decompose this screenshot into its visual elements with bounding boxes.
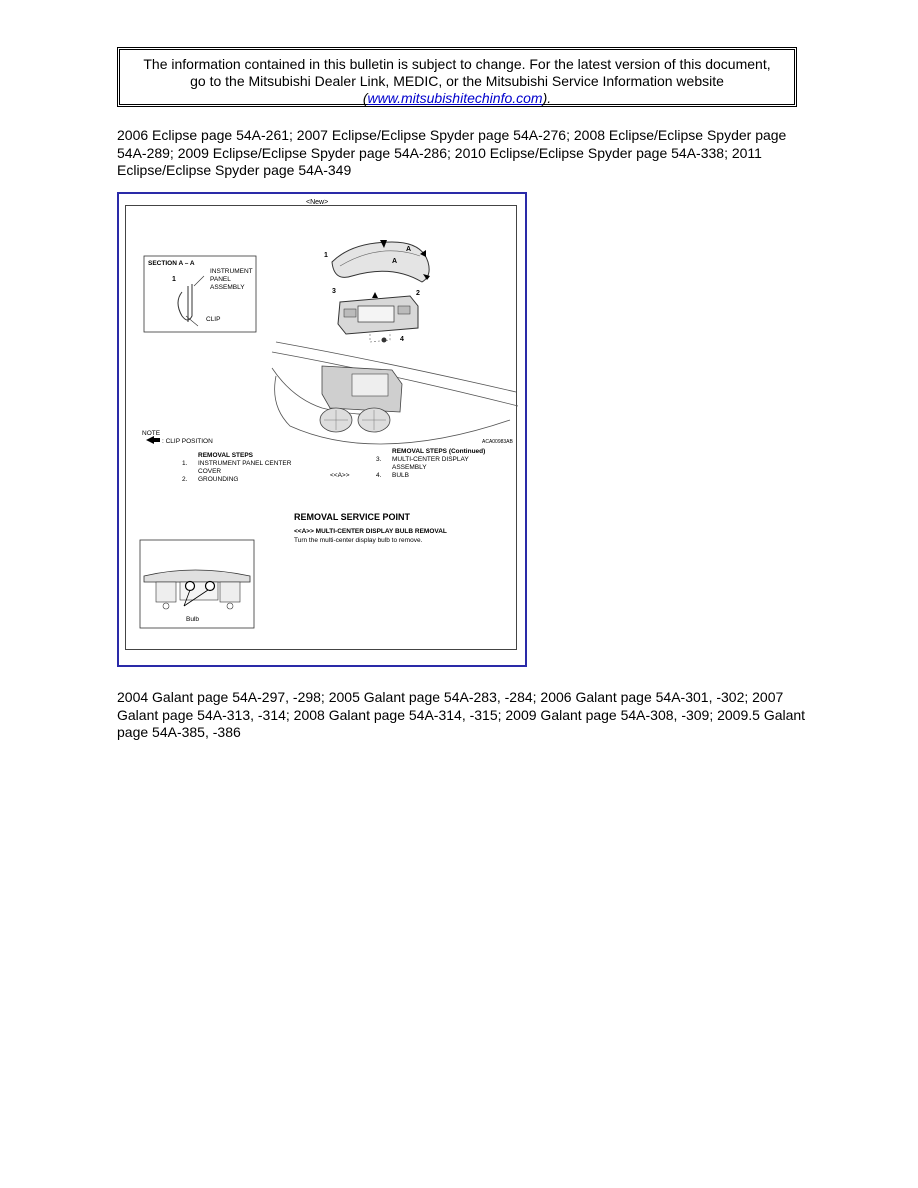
figure-drawing xyxy=(126,206,518,651)
step-3-text: MULTI-CENTER DISPLAY ASSEMBLY xyxy=(392,456,469,471)
procedure-figure xyxy=(117,192,527,667)
instrument-panel-label: INSTRUMENT PANEL ASSEMBLY xyxy=(210,268,253,291)
bulb-removal-subtitle: <<A>> MULTI-CENTER DISPLAY BULB REMOVAL xyxy=(294,528,447,535)
eclipse-page-references: 2006 Eclipse page 54A-261; 2007 Eclipse/Eclipse Spyder page 54A-276; 2008 Eclipse/Eclipse Spyder page 54A-289; 2009 Eclipse/Eclipse Spyder page 54A-286; 2010 Eclipse/Eclipse Spyder page 54A-338; 2011 Eclipse/Eclipse Spyder page 54A-349 xyxy=(117,127,787,178)
step-1-text: INSTRUMENT PANEL CENTER COVER xyxy=(198,460,292,475)
callout-4: 4 xyxy=(400,336,404,343)
figure-page xyxy=(125,199,517,650)
notice-line-2: go to the Mitsubishi Dealer Link, MEDIC, or the Mitsubishi Service Information website xyxy=(190,73,724,89)
callout-2: 2 xyxy=(416,290,420,297)
notice-line-3 xyxy=(120,90,794,107)
paren-open: ( xyxy=(362,90,368,106)
callout-a-2: A xyxy=(392,258,398,265)
note-clip-position: : CLIP POSITION xyxy=(162,438,213,445)
step-4-tag: <<A>> xyxy=(330,472,350,479)
removal-steps-continued-title: REMOVAL STEPS (Continued) xyxy=(392,448,486,455)
note-title: NOTE xyxy=(142,430,161,437)
removal-service-point-title: REMOVAL SERVICE POINT xyxy=(294,512,411,522)
clip-label: CLIP xyxy=(206,316,221,323)
bulb-label: Bulb xyxy=(186,616,200,623)
step-3-number: 3. xyxy=(376,456,382,463)
section-title: SECTION A – A xyxy=(148,260,195,267)
bulletin-notice-box xyxy=(117,47,797,107)
notice-line-1: The information contained in this bulletin is subject to change. For the latest version of this document, xyxy=(143,56,771,72)
step-4-text: BULB xyxy=(392,472,409,479)
paren-close: ). xyxy=(542,90,552,106)
callout-a-1: A xyxy=(406,246,412,253)
step-4-number: 4. xyxy=(376,472,382,479)
section-callout-1: 1 xyxy=(172,276,176,283)
step-2-number: 2. xyxy=(182,476,188,483)
callout-1: 1 xyxy=(324,252,328,259)
callout-3: 3 xyxy=(332,288,336,295)
galant-page-references: 2004 Galant page 54A-297, -298; 2005 Galant page 54A-283, -284; 2006 Galant page 54A-301, -302; 2007 Galant page 54A-313, -314; 2008 Galant page 54A-314, -315; 2009 Galant page 54A-308, -309; 2009.5 Galant page 54A-385, -386 xyxy=(117,689,806,740)
bulb-removal-instruction: Turn the multi-center display bulb to remove. xyxy=(294,537,423,544)
step-1-number: 1. xyxy=(182,460,188,467)
removal-steps-title: REMOVAL STEPS xyxy=(198,452,254,459)
figure-code: ACA00983AB xyxy=(482,439,513,445)
step-2-text: GROUNDING xyxy=(198,476,239,483)
mitsubishi-techinfo-link[interactable]: www.mitsubishitechinfo.com xyxy=(367,90,543,106)
figure-header-new: <New> xyxy=(306,199,329,206)
